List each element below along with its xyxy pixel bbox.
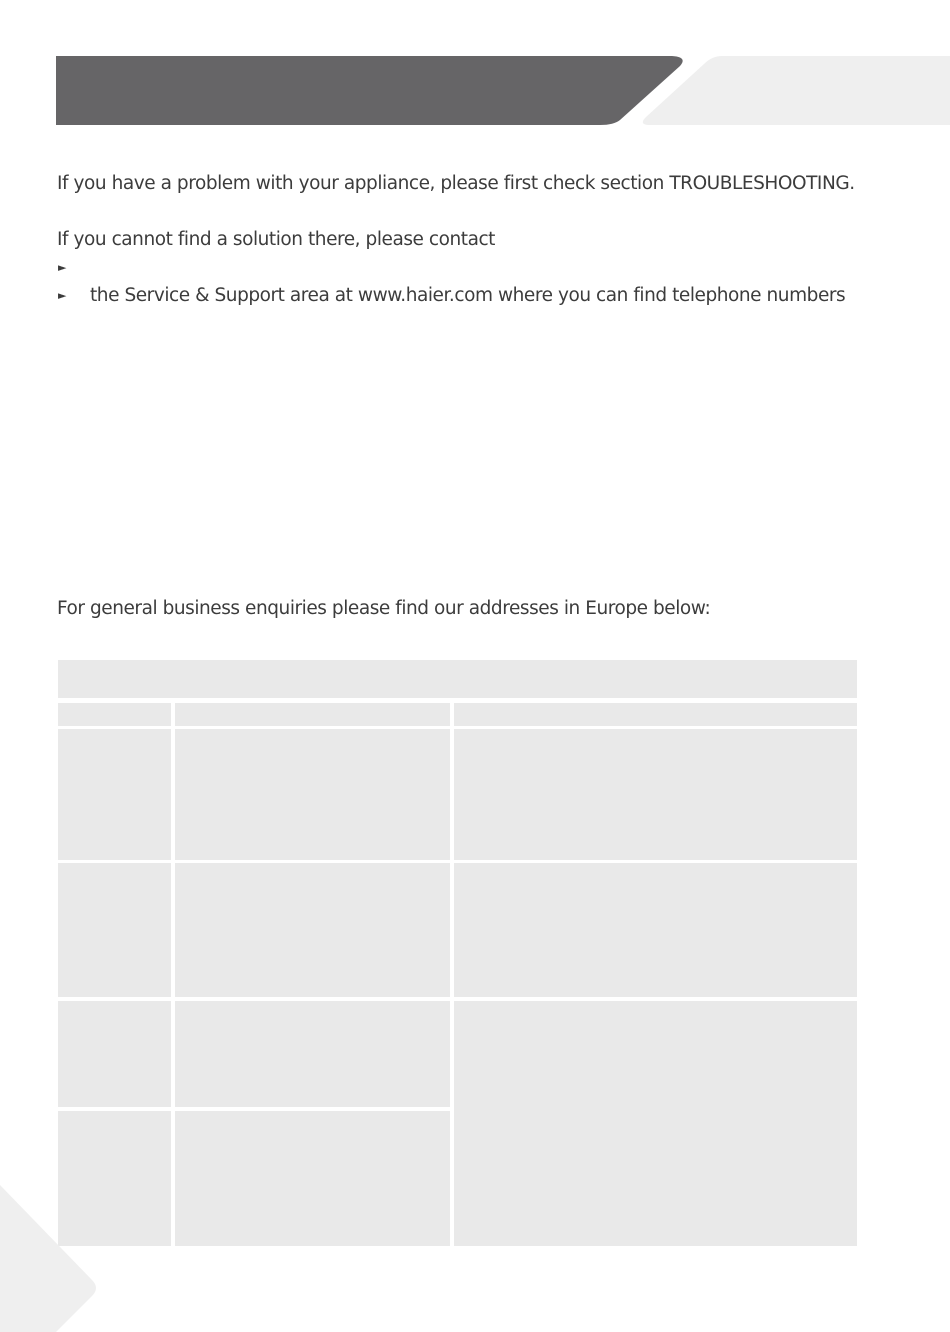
table-header-cell bbox=[175, 703, 450, 726]
table-cell bbox=[175, 729, 450, 860]
table-header-cell bbox=[58, 703, 171, 726]
table-cell bbox=[175, 1001, 450, 1107]
table-cell bbox=[58, 863, 171, 997]
triangle-bullet-icon: ► bbox=[58, 261, 67, 274]
table-cell bbox=[454, 863, 857, 997]
table-cell bbox=[454, 729, 857, 860]
table-cell bbox=[175, 1111, 450, 1246]
corner-decoration bbox=[0, 1180, 110, 1332]
table-cell bbox=[454, 1001, 857, 1246]
triangle-bullet-icon: ► bbox=[58, 289, 67, 302]
table-title-cell bbox=[58, 660, 857, 698]
header-tab bbox=[643, 56, 950, 125]
header-band bbox=[56, 56, 683, 125]
table-cell bbox=[58, 729, 171, 860]
list-item-text: the Service & Support area at www.haier.com where you can find telephone numbers bbox=[90, 285, 846, 306]
table-header-cell bbox=[454, 703, 857, 726]
table-cell bbox=[175, 863, 450, 997]
contact-intro: If you cannot find a solution there, please contact bbox=[57, 229, 495, 250]
business-enquiries-text: For general business enquiries please find our addresses in Europe below: bbox=[57, 598, 711, 619]
troubleshooting-note: If you have a problem with your appliance, please first check section TROUBLESHOOTING. bbox=[57, 173, 855, 194]
table-cell bbox=[58, 1001, 171, 1107]
header-banner bbox=[0, 0, 950, 140]
